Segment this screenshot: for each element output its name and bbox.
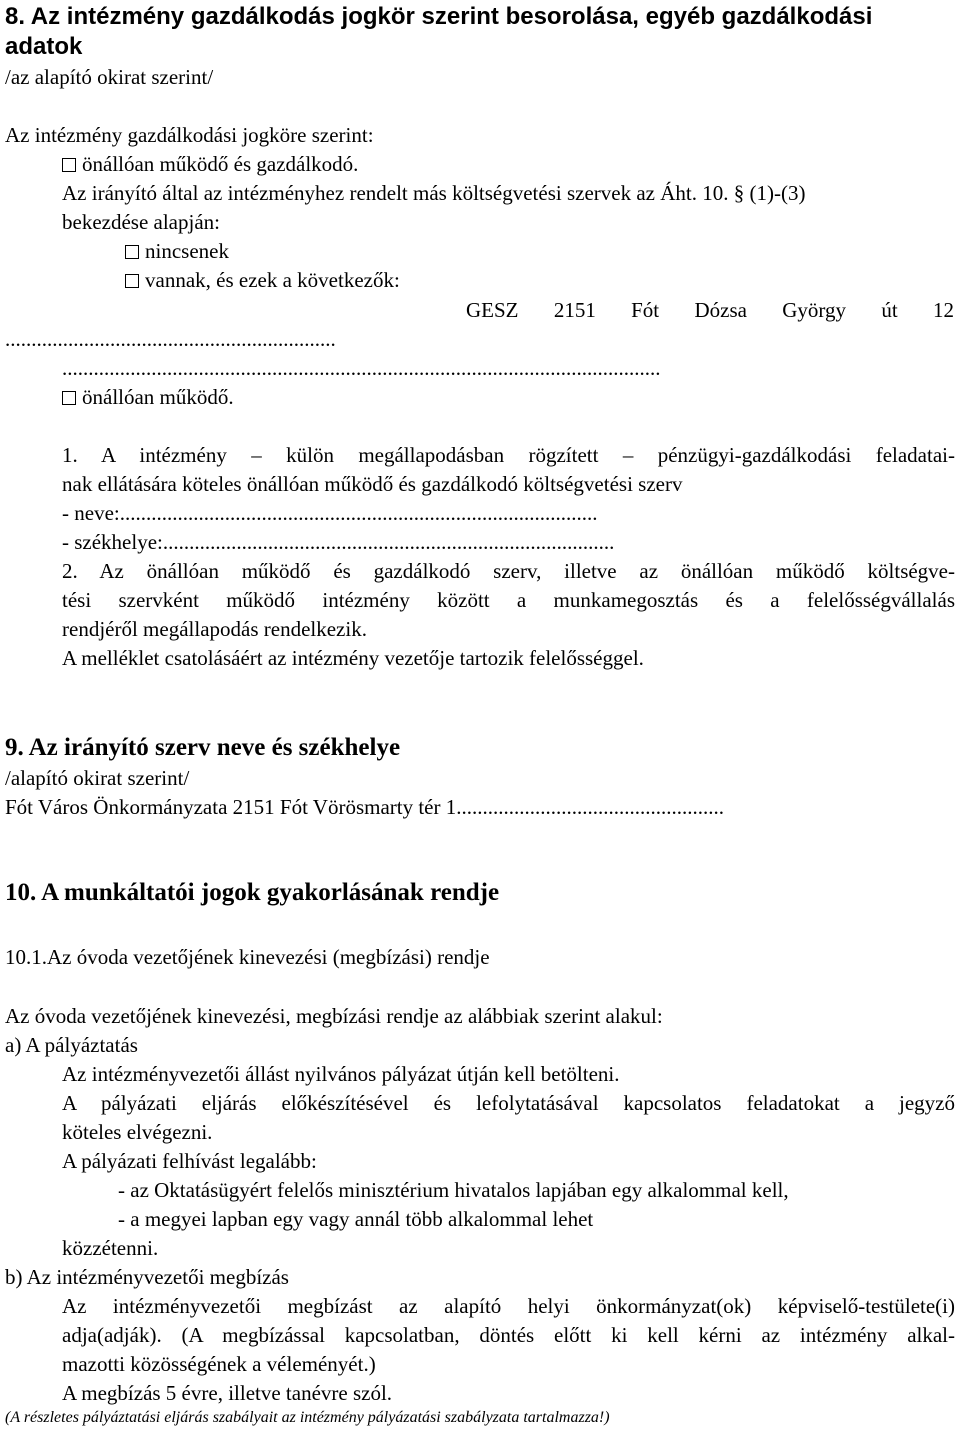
subsection-a-line: közzétenni. bbox=[62, 1236, 159, 1260]
subsection-a-line: Az intézményvezetői állást nyilvános pályázat útján kell betölteni. bbox=[62, 1062, 620, 1086]
dotted-fill: ............................................................... bbox=[5, 327, 336, 351]
subsection-b-line: adja(adják). (A megbízással kapcsolatban, döntés előtt ki kell kérni az intézmény alkal- bbox=[62, 1323, 955, 1347]
section-8-intro: Az intézmény gazdálkodási jogköre szerint: bbox=[5, 123, 374, 147]
checkbox-icon[interactable] bbox=[125, 274, 139, 288]
field-seat: - székhelye:...................................................................................... bbox=[62, 530, 615, 554]
checkbox-icon[interactable] bbox=[62, 391, 76, 405]
subsection-b-line: Az intézményvezetői megbízást az alapító helyi önkormányzat(ok) képviselő-testülete(i) bbox=[62, 1294, 955, 1318]
subsection-a-line: A pályázati eljárás előkészítésével és lefolytatásával kapcsolatos feladatokat a jegyző bbox=[62, 1091, 955, 1115]
paragraph-2-line: 2. Az önállóan működő és gazdálkodó szerv, illetve az önállóan működő költségve- bbox=[62, 559, 955, 583]
paragraph-2-line: A melléklet csatolásáért az intézmény vezetője tartozik felelősséggel. bbox=[62, 646, 644, 670]
section-10-title: 10. A munkáltatói jogok gyakorlásának rendje bbox=[5, 879, 500, 906]
subsection-b-title: b) Az intézményvezetői megbízás bbox=[5, 1265, 289, 1289]
option-independent[interactable]: önállóan működő. bbox=[62, 383, 234, 412]
section-8-title-cont: adatok bbox=[5, 33, 83, 60]
list-item: - az Oktatásügyért felelős minisztérium hivatalos lapjában egy alkalommal kell, bbox=[118, 1178, 789, 1202]
list-item: - a megyei lapban egy vagy annál több alkalommal lehet bbox=[118, 1207, 594, 1231]
subsection-a-line: A pályázati felhívást legalább: bbox=[62, 1149, 317, 1173]
section-8-subtitle: /az alapító okirat szerint/ bbox=[5, 65, 214, 89]
option-independent-managing[interactable]: önállóan működő és gazdálkodó. bbox=[62, 150, 358, 179]
checkbox-icon[interactable] bbox=[125, 245, 139, 259]
paragraph-1-line: nak ellátására köteles önállóan működő és gazdálkodó költségvetési szerv bbox=[62, 472, 683, 496]
field-name: - neve:........................................................................................... bbox=[62, 501, 598, 525]
section-9-subtitle: /alapító okirat szerint/ bbox=[5, 766, 190, 790]
section-10-1-title: 10.1.Az óvoda vezetőjének kinevezési (megbízási) rendje bbox=[5, 945, 490, 969]
section-8-text-line: bekezdése alapján: bbox=[62, 210, 220, 234]
section-8-text-line: Az irányító által az intézményhez rendelt más költségvetési szervek az Áht. 10. § (1)-(3) bbox=[62, 181, 806, 205]
section-10-intro: Az óvoda vezetőjének kinevezési, megbízási rendje az alábbiak szerint alakul: bbox=[5, 1004, 663, 1028]
subsection-b-line: mazotti közösségének a véleményét.) bbox=[62, 1352, 376, 1376]
checkbox-icon[interactable] bbox=[62, 158, 76, 172]
section-9-title: 9. Az irányító szerv neve és székhelye bbox=[5, 734, 401, 761]
section-9-body: Fót Város Önkormányzata 2151 Fót Vörösmarty tér 1................................................... bbox=[5, 795, 724, 819]
gesz-address: GESZ 2151 Fót Dózsa György út 12 bbox=[466, 298, 954, 322]
paragraph-2-line: tési szervként működő intézmény között a munkamegosztás és a felelősségvállalás bbox=[62, 588, 955, 612]
subsection-a-line: köteles elvégezni. bbox=[62, 1120, 213, 1144]
footnote: (A részletes pályáztatási eljárás szabályait az intézmény pályázatási szabályzata tartalmazza!) bbox=[5, 1409, 610, 1426]
paragraph-1-line: 1. A intézmény – külön megállapodásban rögzített – pénzügyi-gazdálkodási feladatai- bbox=[62, 443, 955, 467]
dotted-fill: .................................................................................................................. bbox=[62, 356, 661, 380]
paragraph-2-line: rendjéről megállapodás rendelkezik. bbox=[62, 617, 367, 641]
option-none[interactable]: nincsenek bbox=[125, 237, 229, 266]
option-exist[interactable]: vannak, és ezek a következők: bbox=[125, 266, 400, 295]
subsection-b-line: A megbízás 5 évre, illetve tanévre szól. bbox=[62, 1381, 393, 1405]
subsection-a-title: a) A pályáztatás bbox=[5, 1033, 138, 1057]
section-8-title: 8. Az intézmény gazdálkodás jogkör szerint besorolása, egyéb gazdálkodási bbox=[5, 3, 873, 30]
